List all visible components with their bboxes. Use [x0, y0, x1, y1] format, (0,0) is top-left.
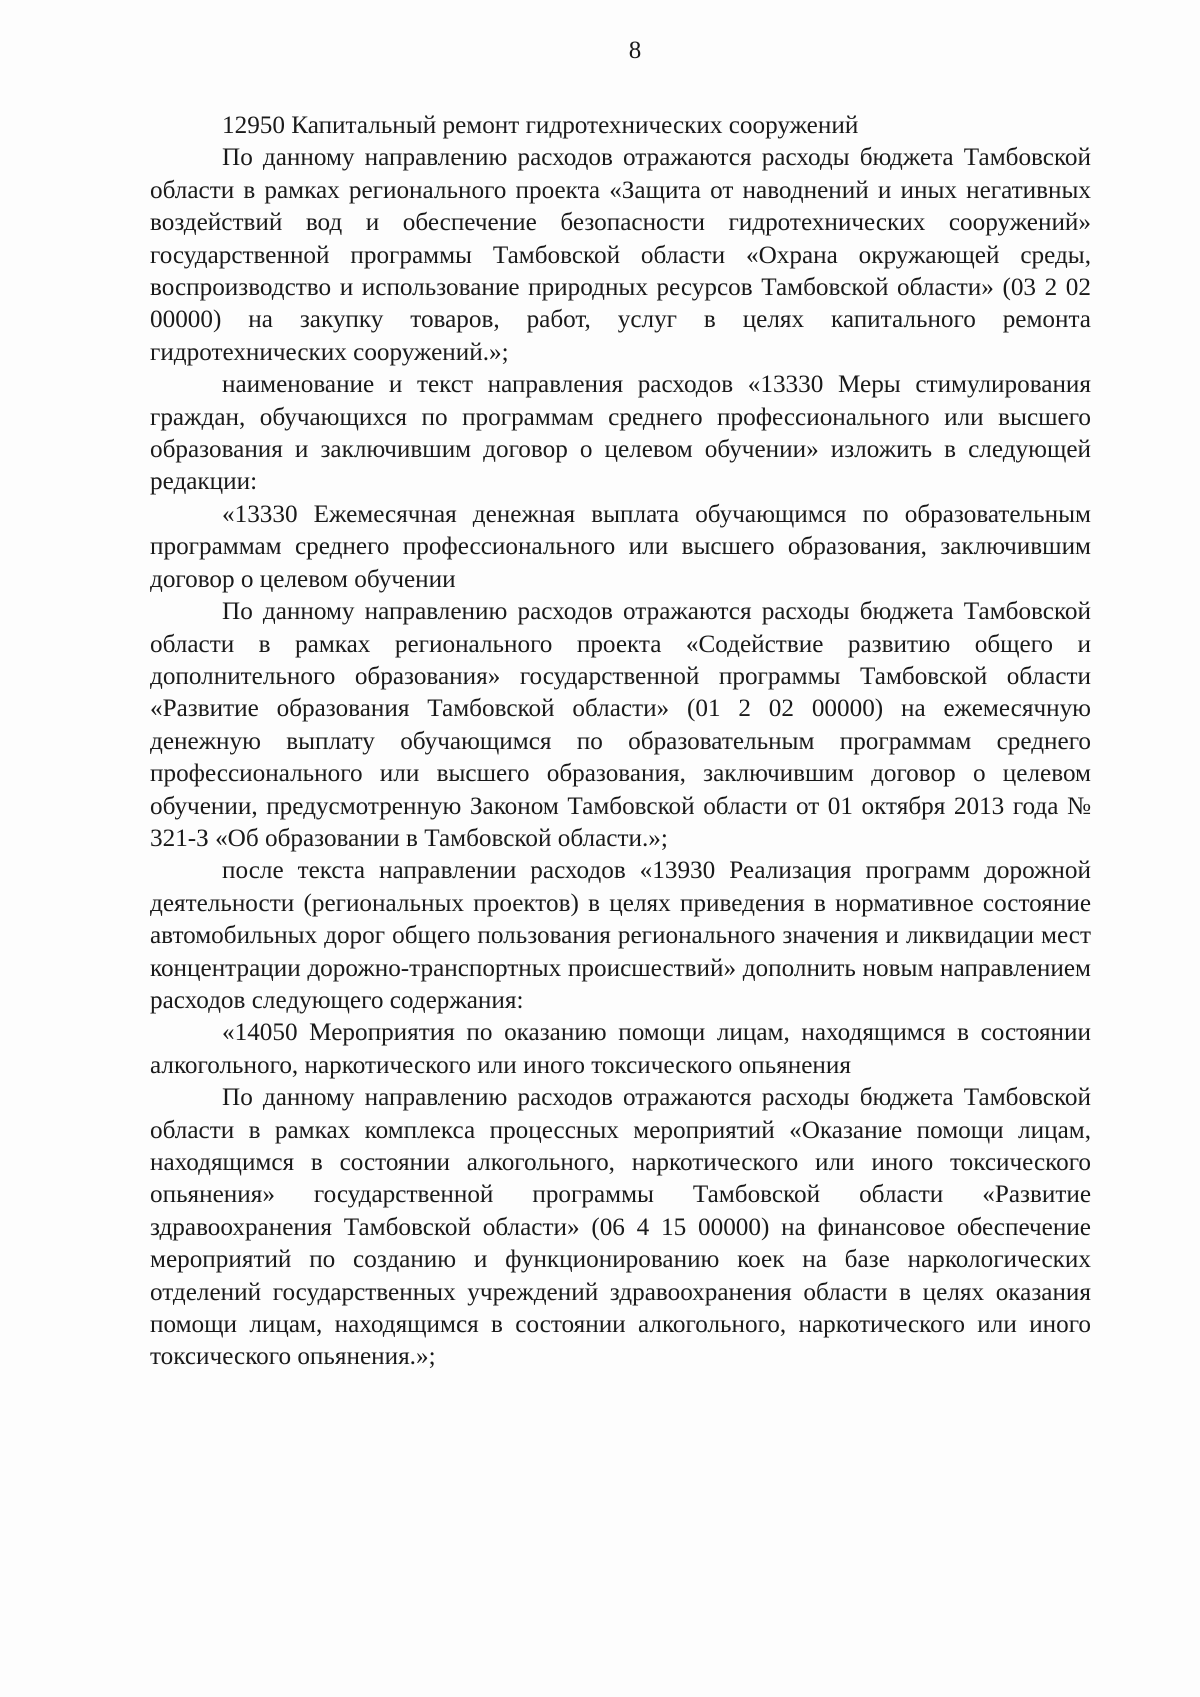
paragraph-heading-14050: «14050 Мероприятия по оказанию помощи лицам, находящимся в состоянии алкогольного, наркотического или иного токсического опьянения	[150, 1019, 1091, 1079]
paragraph-13330-amendment: наименование и текст направления расходов «13330 Меры стимулирования граждан, обучающихся по программам среднего профессионального или высшего образования и заключившим договор о целевом обучении» изложить в следующей редакции:	[150, 371, 1091, 496]
page-number: 8	[628, 37, 642, 64]
paragraph-heading-13330: «13330 Ежемесячная денежная выплата обучающимся по образовательным программам среднего профессионального или высшего образования, заключившим договор о целевом обучении	[150, 500, 1091, 593]
paragraph-13330-description: По данному направлению расходов отражаются расходы бюджета Тамбовской области в рамках регионального проекта «Содействие развитию общего и дополнительного образования» государственной программы Тамбовской области «Развитие образования Тамбовской области» (01 2 02 00000) на ежемесячную денежную выплату обучающимся по образовательным программам среднего профессионального или высшего образования, заключившим договор о целевом обучении, предусмотренную Законом Тамбовской области от 01 октября 2013 года № 321-З «Об образовании в Тамбовской области.»;	[150, 598, 1091, 852]
paragraph-heading-12950: 12950 Капитальный ремонт гидротехнических сооружений	[222, 112, 859, 139]
paragraph-13930-amendment: после текста направлении расходов «13930 Реализация программ дорожной деятельности (региональных проектов) в целях приведения в нормативное состояние автомобильных дорог общего пользования регионального значения и ликвидации мест концентрации дорожно-транспортных происшествий» дополнить новым направлением расходов следующего содержания:	[150, 857, 1091, 1014]
paragraph-14050-description: По данному направлению расходов отражаются расходы бюджета Тамбовской области в рамках комплекса процессных мероприятий «Оказание помощи лицам, находящимся в состоянии алкогольного, наркотического или иного токсического опьянения» государственной программы Тамбовской области «Развитие здравоохранения Тамбовской области» (06 4 15 00000) на финансовое обеспечение мероприятий по созданию и функционированию коек на базе наркологических отделений государственных учреждений здравоохранения области в целях оказания помощи лицам, находящимся в состоянии алкогольного, наркотического или иного токсического опьянения.»;	[150, 1084, 1091, 1371]
paragraph-12950-description: По данному направлению расходов отражаются расходы бюджета Тамбовской области в рамках регионального проекта «Защита от наводнений и иных негативных воздействий вод и обеспечение безопасности гидротехнических сооружений» государственной программы Тамбовской области «Охрана окружающей среды, воспроизводство и использование природных ресурсов Тамбовской области» (03 2 02 00000) на закупку товаров, работ, услуг в целях капитального ремонта гидротехнических сооружений.»;	[150, 144, 1091, 366]
document-body	[150, 110, 1091, 1374]
